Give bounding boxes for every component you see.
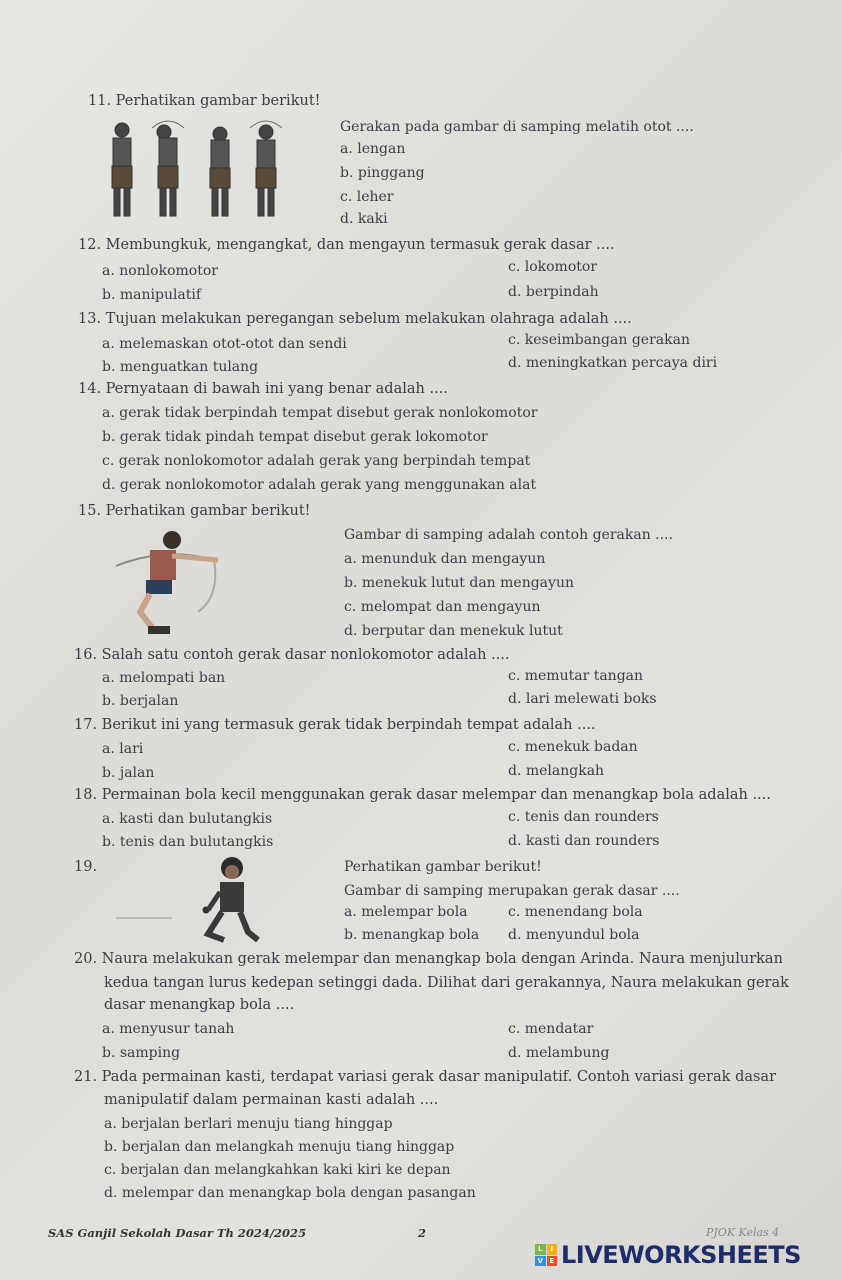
q12-option-d[interactable]: d. berpindah <box>508 284 599 300</box>
q11-neck-exercise-figure <box>100 118 300 228</box>
q19-option-b[interactable]: b. menangkap bola <box>344 927 480 943</box>
q15-option-a[interactable]: a. menunduk dan mengayun <box>344 551 546 567</box>
q14-option-c[interactable]: c. gerak nonlokomotor adalah gerak yang berpindah tempat <box>102 453 531 469</box>
q11-stem: 11. Perhatikan gambar berikut! <box>88 93 321 109</box>
q21-stem-line1: 21. Pada permainan kasti, terdapat variasi gerak dasar manipulatif. Contoh variasi gerak dasar <box>74 1069 777 1085</box>
q21-option-c[interactable]: c. berjalan dan melangkahkan kaki kiri ke depan <box>104 1162 451 1178</box>
liveworksheets-wordmark: LIVEWORKSHEETS <box>561 1241 801 1269</box>
q16-option-c[interactable]: c. memutar tangan <box>508 668 644 684</box>
q18-option-d[interactable]: d. kasti dan rounders <box>508 833 660 849</box>
q20-stem-line1: 20. Naura melakukan gerak melempar dan menangkap bola dengan Arinda. Naura menjulurkan <box>74 951 783 967</box>
q21-option-a[interactable]: a. berjalan berlari menuju tiang hinggap <box>104 1116 393 1132</box>
q14-option-b[interactable]: b. gerak tidak pindah tempat disebut gerak lokomotor <box>102 429 488 445</box>
q20-option-a[interactable]: a. menyusur tanah <box>102 1021 235 1037</box>
q21-option-b[interactable]: b. berjalan dan melangkah menuju tiang hinggap <box>104 1139 455 1155</box>
q19-prompt: Gambar di samping merupakan gerak dasar .... <box>344 883 680 899</box>
q19-option-a[interactable]: a. melempar bola <box>344 904 468 920</box>
q13-option-d[interactable]: d. meningkatkan percaya diri <box>508 355 718 371</box>
q11-option-d[interactable]: d. kaki <box>340 211 388 227</box>
q19-stem: Perhatikan gambar berikut! <box>344 859 542 875</box>
q13-option-b[interactable]: b. menguatkan tulang <box>102 359 259 375</box>
q16-option-d[interactable]: d. lari melewati boks <box>508 691 657 707</box>
q14-option-a[interactable]: a. gerak tidak berpindah tempat disebut gerak nonlokomotor <box>102 405 538 421</box>
q11-prompt: Gerakan pada gambar di samping melatih otot .... <box>340 119 694 135</box>
q15-option-b[interactable]: b. menekuk lutut dan mengayun <box>344 575 574 591</box>
q14-stem: 14. Pernyataan di bawah ini yang benar adalah .... <box>78 381 448 397</box>
q13-stem: 13. Tujuan melakukan peregangan sebelum melakukan olahraga adalah .... <box>78 311 632 327</box>
q18-option-c[interactable]: c. tenis dan rounders <box>508 809 659 825</box>
q20-option-d[interactable]: d. melambung <box>508 1045 610 1061</box>
q13-option-a[interactable]: a. melemaskan otot-otot dan sendi <box>102 336 347 352</box>
q12-option-b[interactable]: b. manipulatif <box>102 287 202 303</box>
q18-option-a[interactable]: a. kasti dan bulutangkis <box>102 811 273 827</box>
q14-option-d[interactable]: d. gerak nonlokomotor adalah gerak yang menggunakan alat <box>102 477 537 493</box>
footer-subject: PJOK Kelas 4 <box>706 1226 780 1239</box>
q18-option-b[interactable]: b. tenis dan bulutangkis <box>102 834 274 850</box>
q17-stem: 17. Berikut ini yang termasuk gerak tidak berpindah tempat adalah .... <box>74 717 596 733</box>
q17-option-d[interactable]: d. melangkah <box>508 763 605 779</box>
q11-option-a[interactable]: a. lengan <box>340 141 406 157</box>
q20-option-b[interactable]: b. samping <box>102 1045 181 1061</box>
q18-stem: 18. Permainan bola kecil menggunakan gerak dasar melempar dan menangkap bola adalah .... <box>74 787 771 803</box>
q19-catching-ball-figure <box>112 856 262 946</box>
liveworksheets-brand <box>535 1240 801 1270</box>
q16-option-a[interactable]: a. melompati ban <box>102 670 226 686</box>
q16-option-b[interactable]: b. berjalan <box>102 693 179 709</box>
q15-prompt: Gambar di samping adalah contoh gerakan .... <box>344 527 673 543</box>
q11-option-b[interactable]: b. pinggang <box>340 165 425 181</box>
q15-option-d[interactable]: d. berputar dan menekuk lutut <box>344 623 563 639</box>
q17-option-b[interactable]: b. jalan <box>102 765 155 781</box>
q20-option-c[interactable]: c. mendatar <box>508 1021 594 1037</box>
q20-stem-line3: dasar menangkap bola .... <box>104 997 295 1013</box>
q19-option-d[interactable]: d. menyundul bola <box>508 927 640 943</box>
footer-page-number: 2 <box>418 1226 427 1240</box>
q15-option-c[interactable]: c. melompat dan mengayun <box>344 599 541 615</box>
q16-stem: 16. Salah satu contoh gerak dasar nonlokomotor adalah .... <box>74 647 510 663</box>
q15-squat-swing-figure <box>110 526 225 641</box>
liveworksheets-logo-icon: L I V E <box>535 1244 557 1266</box>
q12-option-a[interactable]: a. nonlokomotor <box>102 263 218 279</box>
q21-option-d[interactable]: d. melempar dan menangkap bola dengan pasangan <box>104 1185 476 1201</box>
q17-option-a[interactable]: a. lari <box>102 741 144 757</box>
footer-exam-title: SAS Ganjil Sekolah Dasar Th 2024/2025 <box>48 1226 307 1240</box>
q17-option-c[interactable]: c. menekuk badan <box>508 739 638 755</box>
q13-option-c[interactable]: c. keseimbangan gerakan <box>508 332 690 348</box>
q12-option-c[interactable]: c. lokomotor <box>508 259 598 275</box>
q19-number: 19. <box>74 859 98 875</box>
q11-option-c[interactable]: c. leher <box>340 189 394 205</box>
q20-stem-line2: kedua tangan lurus kedepan setinggi dada. Dilihat dari gerakannya, Naura melakukan gerak <box>104 975 789 991</box>
q19-option-c[interactable]: c. menendang bola <box>508 904 643 920</box>
q12-stem: 12. Membungkuk, mengangkat, dan mengayun termasuk gerak dasar .... <box>78 237 615 253</box>
q15-stem: 15. Perhatikan gambar berikut! <box>78 503 311 519</box>
q21-stem-line2: manipulatif dalam permainan kasti adalah .... <box>104 1092 439 1108</box>
